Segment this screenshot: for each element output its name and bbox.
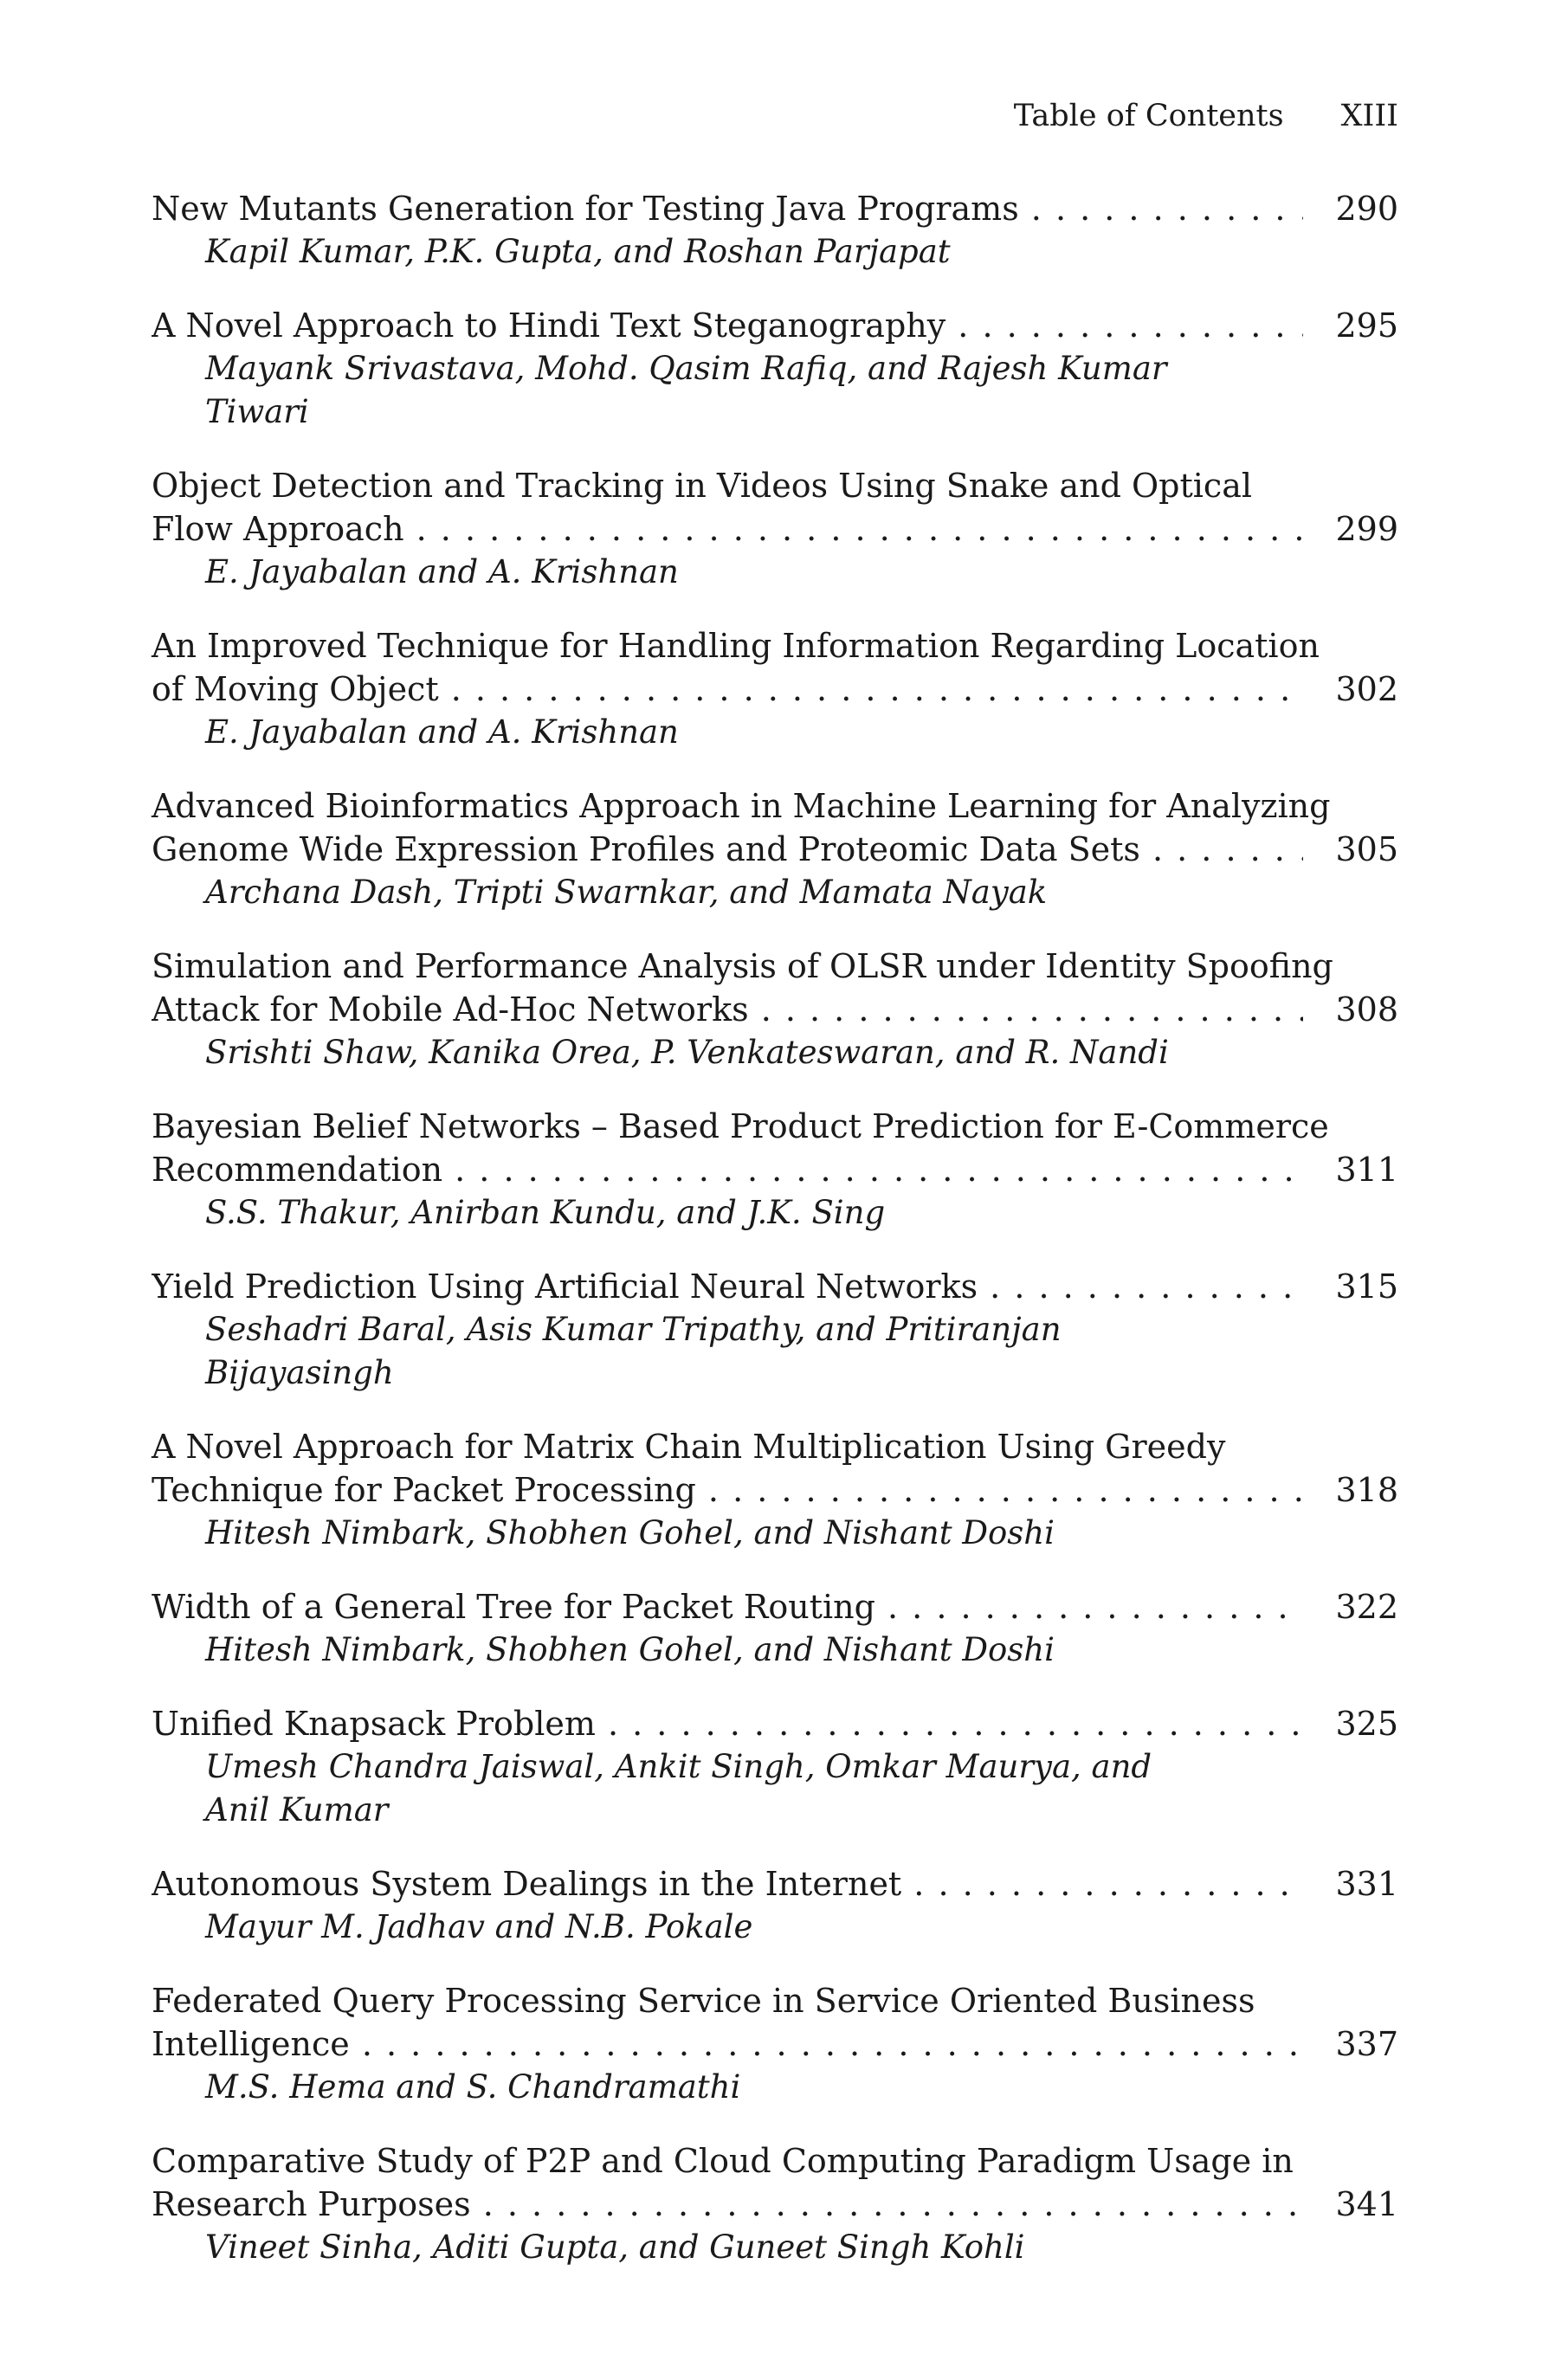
entry-title: A Novel Approach for Matrix Chain Multiplication Using Greedy	[152, 1428, 1226, 1466]
entry-title: Autonomous System Dealings in the Internet . . .	[152, 1862, 1303, 1906]
toc-entry[interactable]	[152, 187, 1398, 274]
entry-title-line	[152, 507, 1398, 551]
entry-authors: Kapil Kumar, P.K. Gupta, and Roshan Parjapat	[205, 233, 951, 270]
entry-title: Bayesian Belief Networks – Based Product Prediction for E-Commerce	[152, 1107, 1329, 1145]
entry-title: Width of a General Tree for Packet Routing . . .	[152, 1585, 1303, 1629]
entry-title-line	[152, 668, 1398, 711]
entry-page-number: 318	[1335, 1471, 1398, 1509]
entry-title: An Improved Technique for Handling Information Regarding Location	[152, 627, 1320, 665]
entry-title: Object Detection and Tracking in Videos Using Snake and Optical	[152, 467, 1253, 505]
entry-authors: Archana Dash, Tripti Swarnkar, and Mamata Nayak	[205, 874, 1048, 911]
entry-authors: M.S. Hema and S. Chandramathi	[205, 2068, 741, 2106]
entry-authors: E. Jayabalan and A. Krishnan	[205, 553, 679, 590]
toc-entry[interactable]	[152, 1862, 1398, 1949]
entry-title-line	[152, 828, 1398, 871]
toc-entry[interactable]	[152, 1265, 1398, 1395]
entry-title: Intelligence . . .	[152, 2022, 1303, 2066]
entry-page-number: 302	[1335, 670, 1398, 708]
entry-authors: Mayank Srivastava, Mohd. Qasim Rafiq, and Rajesh Kumar Tiwari	[205, 350, 1167, 430]
toc-entry[interactable]	[152, 464, 1398, 594]
entry-title: Technique for Packet Processing . . .	[152, 1468, 1303, 1512]
header-page-number: XIII	[1340, 99, 1398, 133]
toc-entry[interactable]	[152, 1105, 1398, 1235]
entry-page-number: 341	[1335, 2185, 1398, 2223]
toc-entry[interactable]	[152, 1979, 1398, 2109]
entry-page-number: 305	[1335, 830, 1398, 868]
entry-authors: S.S. Thakur, Anirban Kundu, and J.K. Sing	[205, 1194, 886, 1231]
entry-title-line	[152, 1468, 1398, 1512]
entry-authors: Srishti Shaw, Kanika Orea, P. Venkateswaran, and R. Nandi	[205, 1034, 1169, 1071]
entry-authors: Hitesh Nimbark, Shobhen Gohel, and Nishant Doshi	[205, 1514, 1055, 1551]
toc-entry[interactable]	[152, 2139, 1398, 2269]
entry-authors: Umesh Chandra Jaiswal, Ankit Singh, Omkar Maurya, and Anil Kumar	[205, 1748, 1152, 1829]
entry-title: Simulation and Performance Analysis of OLSR under Identity Spoofing	[152, 947, 1333, 985]
entry-page-number: 325	[1335, 1705, 1398, 1743]
toc-entry[interactable]	[152, 1585, 1398, 1672]
entry-title: Research Purposes . . .	[152, 2183, 1303, 2226]
entry-title-line	[152, 1265, 1398, 1308]
entry-title: Flow Approach . . .	[152, 507, 1303, 551]
entry-title: New Mutants Generation for Testing Java Programs . . .	[152, 187, 1303, 230]
entry-title-line	[152, 1702, 1398, 1745]
entry-title: Unified Knapsack Problem . . .	[152, 1702, 1303, 1745]
entry-page-number: 315	[1335, 1267, 1398, 1306]
entry-page-number: 311	[1335, 1151, 1398, 1189]
entry-title-line	[152, 1148, 1398, 1191]
entry-title-line	[152, 1862, 1398, 1906]
entry-title-line	[152, 2022, 1398, 2066]
entry-title: Genome Wide Expression Profiles and Proteomic Data Sets . . .	[152, 828, 1303, 871]
table-of-contents	[152, 187, 1398, 2299]
entry-title: Yield Prediction Using Artificial Neural Networks . . .	[152, 1265, 1303, 1308]
toc-entry[interactable]	[152, 624, 1398, 754]
entry-title: Federated Query Processing Service in Service Oriented Business	[152, 1982, 1255, 2020]
entry-title-line	[152, 187, 1398, 230]
toc-entry[interactable]	[152, 304, 1398, 434]
entry-page-number: 337	[1335, 2025, 1398, 2063]
toc-entry[interactable]	[152, 784, 1398, 914]
entry-title-line	[152, 304, 1398, 347]
running-header	[152, 97, 1398, 135]
entry-authors: E. Jayabalan and A. Krishnan	[205, 713, 679, 751]
entry-page-number: 290	[1335, 190, 1398, 228]
entry-authors: Mayur M. Jadhav and N.B. Pokale	[205, 1908, 753, 1945]
entry-title: Advanced Bioinformatics Approach in Machine Learning for Analyzing	[152, 787, 1331, 825]
entry-title-line	[152, 2183, 1398, 2226]
entry-title: Recommendation . . .	[152, 1148, 1303, 1191]
entry-page-number: 299	[1335, 510, 1398, 548]
entry-title: Attack for Mobile Ad-Hoc Networks . . .	[152, 988, 1303, 1031]
entry-title: A Novel Approach to Hindi Text Steganography . . .	[152, 304, 1303, 347]
entry-page-number: 295	[1335, 306, 1398, 345]
entry-title-line	[152, 1585, 1398, 1629]
entry-title: of Moving Object . . .	[152, 668, 1303, 711]
toc-entry[interactable]	[152, 1425, 1398, 1555]
entry-authors: Seshadri Baral, Asis Kumar Tripathy, and Pritiranjan Bijayasingh	[205, 1311, 1062, 1391]
toc-entry[interactable]	[152, 1702, 1398, 1832]
toc-entry[interactable]	[152, 945, 1398, 1074]
entry-title-line	[152, 988, 1398, 1031]
entry-title: Comparative Study of P2P and Cloud Computing Paradigm Usage in	[152, 2142, 1294, 2180]
entry-page-number: 322	[1335, 1588, 1398, 1626]
entry-authors: Hitesh Nimbark, Shobhen Gohel, and Nishant Doshi	[205, 1631, 1055, 1668]
entry-page-number: 331	[1335, 1865, 1398, 1903]
entry-page-number: 308	[1335, 990, 1398, 1029]
header-section-title: Table of Contents	[1013, 99, 1284, 133]
entry-authors: Vineet Sinha, Aditi Gupta, and Guneet Singh Kohli	[205, 2228, 1025, 2266]
